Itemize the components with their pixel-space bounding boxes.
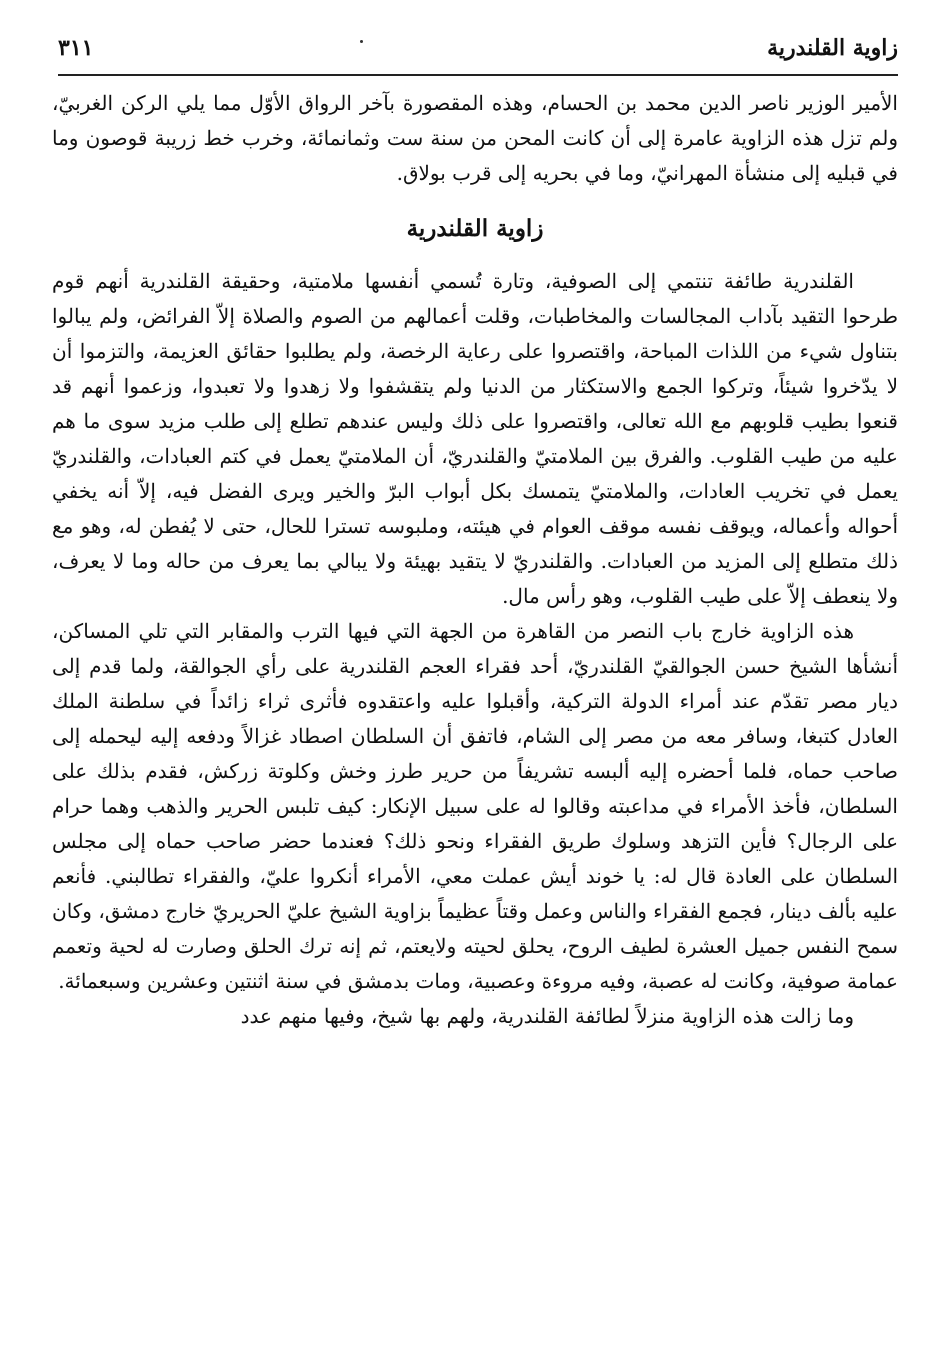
body-text: [52, 86, 898, 1034]
paragraph-2: هذه الزاوية خارج باب النصر من القاهرة من الجهة التي فيها الترب والمقابر التي تلي المساكن، أنشأها الشيخ حسن الجوالقيّ القلندريّ، أحد فقراء العجم القلندرية على رأي الجوالقة، ولما قدم إلى ديار مصر تقدّم عند أمراء الدولة التركية، وأقبلوا عليه واعتقدوه فأثرى ثراء زائداً في سلطنة الملك العادل كتبغا، وسافر معه من مصر إلى الشام، فاتفق أن السلطان اصطاد غزالاً ودفعه إليه ليحمله إلى صاحب حماه، فلما أحضره إليه ألبسه تشريفاً من حرير طرز وخش وكلوتة زركش، فقدم بذلك على السلطان، فأخذ الأمراء في مداعبته وقالوا له على سبيل الإنكار: كيف تلبس الحرير والذهب وهما حرام على الرجال؟ فأين التزهد وسلوك طريق الفقراء ونحو ذلك؟ فعندما حضر صاحب حماه إلى مجلس السلطان على العادة قال له: يا خوند أيش عملت معي، الأمراء أنكروا عليّ، والفقراء تطالبني. فأنعم عليه بألف دينار، فجمع الفقراء والناس وعمل وقتاً عظيماً بزاوية الشيخ عليّ الحريريّ خارج دمشق، وكان سمح النفس جميل العشرة لطيف الروح، يحلق لحيته ولايعتم، ثم إنه ترك الحلق وصارت له لحية وتعمم عمامة صوفية، وكانت له عصبة، وفيه مروءة وعصبية، ومات بدمشق في سنة اثنتين وعشرين وسبعمائة.: [52, 619, 899, 993]
paragraph-3: وما زالت هذه الزاوية منزلاً لطائفة القلندرية، ولهم بها شيخ، وفيها منهم عدد: [240, 1004, 854, 1028]
section-title: زاوية القلندرية: [406, 215, 544, 242]
continuation-paragraph: الأمير الوزير ناصر الدين محمد بن الحسام، وهذه المقصورة بآخر الرواق الأوّل مما يلي الركن الغربيّ، ولم تزل هذه الزاوية عامرة إلى أن كانت المحن من سنة ست وثمانمائة، وخرب خط زريبة قوصون وما في قبليه إلى منشأة المهرانيّ، وما في بحريه إلى قرب بولاق.: [52, 91, 898, 185]
header-rule: [58, 74, 898, 76]
page-number: ٣١١: [58, 35, 94, 61]
page-speck: [360, 40, 363, 43]
running-header: [58, 26, 898, 70]
running-title: زاوية القلندرية: [767, 35, 898, 61]
paragraph-1: القلندرية طائفة تنتمي إلى الصوفية، وتارة تُسمي أنفسها ملامتية، وحقيقة القلندرية أنهم قوم طرحوا التقيد بآداب المجالسات والمخاطبات، وقلت أعمالهم من الصوم والصلاة إلاّ الفرائض، ولم يبالوا بتناول شيء من اللذات المباحة، واقتصروا على رعاية الرخصة، ولم يطلبوا حقائق العزيمة، والتزموا أن لا يدّخروا شيئاً، وتركوا الجمع والاستكثار من الدنيا ولم يتقشفوا ولا زهدوا ولا تعبدوا، وزعموا أنهم قد قنعوا بطيب قلوبهم مع الله تعالى، واقتصروا على ذلك وليس عندهم تطلع إلى طلب مزيد سوى ما هم عليه من طيب القلوب. والفرق بين الملامتيّ والقلندريّ، أن الملامتيّ يعمل في كتم العبادات، والقلندريّ يعمل في تخريب العادات، والملامتيّ يتمسك بكل أبواب البرّ والخير ويرى الفضل فيه، إلاّ أنه يخفي أحواله وأعماله، ويوقف نفسه موقف العوام في هيئته، وملبوسه تسترا للحال، حتى لا يُفطن له، وهو مع ذلك متطلع إلى المزيد من العبادات. والقلندريّ لا يتقيد بهيئة ولا يبالي بما يعرف من حاله وما لا يعرف، ولا ينعطف إلاّ على طيب القلوب، وهو رأس مال.: [52, 269, 898, 608]
